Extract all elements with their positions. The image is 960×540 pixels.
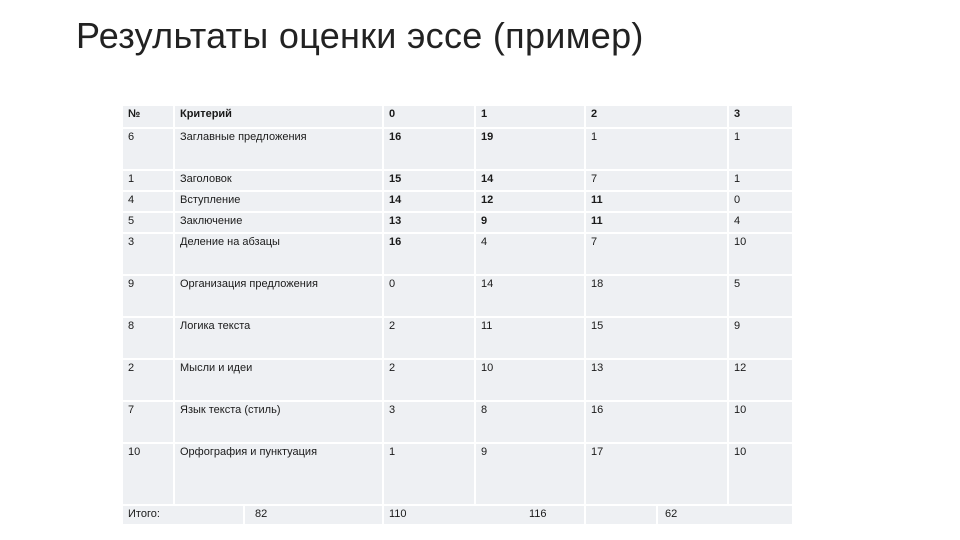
cell-score-0: 13 xyxy=(383,212,475,233)
cell-score-1: 10 xyxy=(475,359,585,401)
cell-score-0: 16 xyxy=(383,233,475,275)
cell-score-1: 19 xyxy=(475,128,585,170)
cell-score-3: 0 xyxy=(728,191,793,212)
table-row xyxy=(122,233,793,275)
total-score-0: 82 xyxy=(255,508,268,520)
total-score-3: 62 xyxy=(656,506,677,524)
table-header-row xyxy=(122,105,793,128)
cell-score-0: 1 xyxy=(383,443,475,505)
table-row xyxy=(122,443,793,505)
cell-criterion: Заголовок xyxy=(174,170,383,191)
table-row xyxy=(122,212,793,233)
cell-score-3: 10 xyxy=(728,233,793,275)
cell-score-2: 7 xyxy=(585,233,728,275)
results-table xyxy=(121,104,794,526)
cell-criterion: Логика текста xyxy=(174,317,383,359)
cell-criterion: Язык текста (стиль) xyxy=(174,401,383,443)
cell-score-2: 16 xyxy=(585,401,728,443)
cell-number: 6 xyxy=(122,128,174,170)
table-row xyxy=(122,317,793,359)
slide-title: Результаты оценки эссе (пример) xyxy=(76,15,644,56)
cell-score-3: 1 xyxy=(728,170,793,191)
cell-score-2: 1 xyxy=(585,128,728,170)
cell-score-2: 18 xyxy=(585,275,728,317)
table-row xyxy=(122,275,793,317)
cell-score-2: 13 xyxy=(585,359,728,401)
cell-score-3: 10 xyxy=(728,401,793,443)
cell-score-0: 14 xyxy=(383,191,475,212)
cell-score-3: 4 xyxy=(728,212,793,233)
cell-score-0: 16 xyxy=(383,128,475,170)
cell-score-2: 11 xyxy=(585,191,728,212)
cell-score-0: 2 xyxy=(383,359,475,401)
cell-score-0: 3 xyxy=(383,401,475,443)
cell-score-0: 0 xyxy=(383,275,475,317)
cell-score-0: 2 xyxy=(383,317,475,359)
header-score-3: 3 xyxy=(728,105,793,128)
cell-score-0: 15 xyxy=(383,170,475,191)
cell-criterion: Заключение xyxy=(174,212,383,233)
total-score-2: 116 xyxy=(529,508,547,520)
cell-score-2: 15 xyxy=(585,317,728,359)
cell-score-1: 8 xyxy=(475,401,585,443)
cell-score-3: 5 xyxy=(728,275,793,317)
cell-score-1: 4 xyxy=(475,233,585,275)
cell-number: 7 xyxy=(122,401,174,443)
cell-criterion: Мысли и идеи xyxy=(174,359,383,401)
cell-score-2: 7 xyxy=(585,170,728,191)
header-criterion: Критерий xyxy=(174,105,383,128)
table-row xyxy=(122,128,793,170)
table-row xyxy=(122,191,793,212)
cell-number: 5 xyxy=(122,212,174,233)
header-score-0: 0 xyxy=(383,105,475,128)
cell-number: 2 xyxy=(122,359,174,401)
table-total-row xyxy=(122,505,793,525)
total-label: Итого: xyxy=(123,506,245,524)
cell-score-1: 9 xyxy=(475,443,585,505)
cell-score-3: 10 xyxy=(728,443,793,505)
header-score-1: 1 xyxy=(475,105,585,128)
header-score-2: 2 xyxy=(585,105,728,128)
total-score-1: 110 xyxy=(389,508,407,520)
cell-criterion: Вступление xyxy=(174,191,383,212)
cell-score-1: 14 xyxy=(475,170,585,191)
cell-score-1: 14 xyxy=(475,275,585,317)
cell-number: 4 xyxy=(122,191,174,212)
cell-score-2: 17 xyxy=(585,443,728,505)
table-row xyxy=(122,401,793,443)
cell-score-3: 9 xyxy=(728,317,793,359)
cell-score-1: 9 xyxy=(475,212,585,233)
cell-number: 9 xyxy=(122,275,174,317)
cell-criterion: Орфография и пунктуация xyxy=(174,443,383,505)
cell-score-2: 11 xyxy=(585,212,728,233)
cell-score-3: 1 xyxy=(728,128,793,170)
cell-criterion: Деление на абзацы xyxy=(174,233,383,275)
header-number: № xyxy=(122,105,174,128)
cell-number: 1 xyxy=(122,170,174,191)
cell-criterion: Организация предложения xyxy=(174,275,383,317)
cell-number: 8 xyxy=(122,317,174,359)
table-row xyxy=(122,170,793,191)
cell-criterion: Заглавные предложения xyxy=(174,128,383,170)
cell-score-1: 11 xyxy=(475,317,585,359)
cell-score-1: 12 xyxy=(475,191,585,212)
cell-number: 10 xyxy=(122,443,174,505)
cell-score-3: 12 xyxy=(728,359,793,401)
table-row xyxy=(122,359,793,401)
cell-number: 3 xyxy=(122,233,174,275)
